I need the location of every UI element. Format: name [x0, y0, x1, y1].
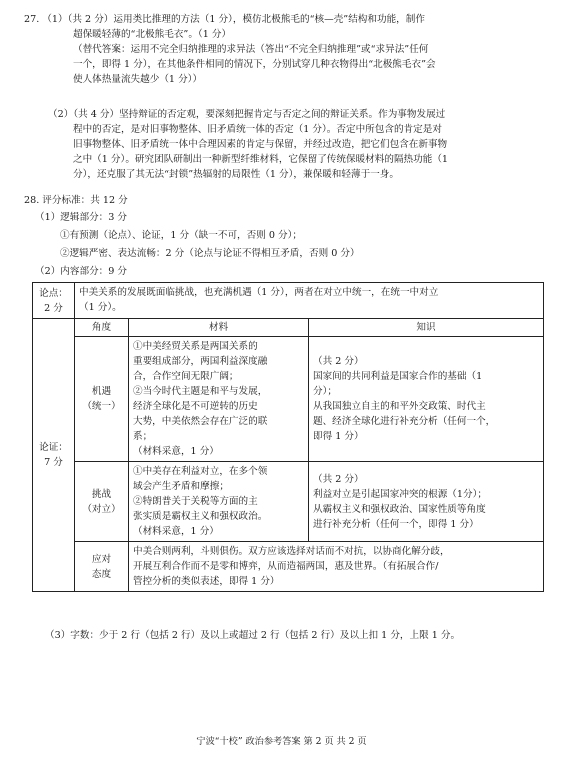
thesis-score: 2 分	[44, 302, 63, 314]
material-line: 域会产生矛盾和摩擦；	[133, 481, 229, 492]
q27-p1-line: （替代答案：运用不完全归纳推理的求异法（答出“不完全归纳推理”或“求异法”任何	[73, 44, 429, 55]
knowledge-line: （共 2 分）	[313, 473, 364, 485]
q28-logic-item: ①有预测（论点）、论证，1 分（缺一不可，否则 0 分）；	[60, 230, 303, 241]
angle-subtitle: （统一）	[82, 401, 121, 412]
angle-cell	[75, 462, 129, 542]
material-line: ②特朗普关于关税等方面的主	[133, 496, 258, 507]
q27-p2-line: 分），还克服了其无法“封锁”热辐射的局限性（1 分），兼保暖和轻薄于一身。	[73, 169, 399, 180]
knowledge-line: 即得 1 分）	[313, 431, 364, 442]
angle-cell	[75, 337, 129, 462]
header-knowledge: 知识	[309, 319, 544, 337]
q27-p1-line: 一个，即得 1 分），在其他条件相同的情况下，分别试穿几种衣物得出“北极熊毛衣”会	[73, 59, 436, 70]
q28-content-title: （2）内容部分：9 分	[35, 266, 128, 277]
header-angle: 角度	[75, 319, 129, 337]
thesis-text-cell	[75, 283, 544, 319]
attitude-text-line: 中美合则两利，斗则俱伤。双方应该选择对话而不对抗，以协商化解分歧，	[133, 546, 450, 557]
knowledge-line: 题、经济全球化进行补充分析（任何一个，	[313, 416, 496, 427]
angle-subtitle: （对立）	[82, 503, 121, 515]
material-cell	[129, 462, 309, 542]
q28-logic-title: （1）逻辑部分：3 分	[35, 212, 128, 223]
thesis-text-line: 中美关系的发展既面临挑战，也充满机遇（1 分），两者在对立中统一，在统一中对立	[79, 287, 439, 298]
argument-label-cell	[33, 319, 75, 592]
material-line: （材料采意，1 分）	[133, 526, 219, 537]
material-line: 重要组成部分，两国利益深度融	[133, 356, 268, 367]
thesis-label: 论点：	[39, 287, 68, 299]
thesis-label-cell	[33, 283, 75, 319]
attitude-row	[33, 542, 544, 592]
attitude-label: 态度	[91, 568, 112, 580]
header-row	[33, 319, 544, 337]
knowledge-line: 从霸权主义和强权政治、国家性质等角度	[313, 503, 486, 515]
material-line: ①中美经贸关系是两国关系的	[133, 341, 258, 352]
angle-title: 挑战	[91, 488, 112, 500]
q28-word-count: （3）字数：少于 2 行（包括 2 行）及以上或超过 2 行（包括 2 行）及以上扣 1 分，上限 1 分。	[45, 630, 461, 641]
q28-logic-item: ②逻辑严密、表达流畅：2 分（论点与论证不得相互矛盾，否则 0 分）	[60, 248, 360, 259]
attitude-text-line: 开展互利合作而不是零和博弈，从而造福两国，惠及世界。（有拓展合作/	[133, 561, 439, 572]
material-line: ②当今时代主题是和平与发展，	[133, 386, 268, 397]
header-material: 材料	[129, 319, 309, 337]
attitude-text-cell	[129, 542, 544, 592]
knowledge-line: 分）；	[313, 386, 337, 397]
q27-part2	[48, 107, 448, 182]
page-footer: 宁波“十校” 政治参考答案 第 2 页 共 2 页	[196, 736, 367, 747]
q27-p1-line: 使人体热量流失越少（1 分））	[73, 74, 203, 85]
material-line: 系；	[133, 431, 153, 442]
material-line: 张实质是霸权主义和强权政治。	[133, 511, 268, 522]
q28-title: 28. 评分标准：共 12 分	[24, 195, 128, 206]
attitude-label-cell	[75, 542, 129, 592]
angle-title: 机遇	[91, 386, 112, 397]
knowledge-line: 进行补充分析（任何一个，即得 1 分）	[313, 518, 479, 530]
material-cell	[129, 337, 309, 462]
material-line: 经济全球化是不可逆转的历史	[133, 401, 258, 412]
knowledge-line: 从我国独立自主的和平外交政策、时代主	[313, 401, 486, 412]
material-line: ①中美存在利益对立，在多个领	[133, 466, 268, 477]
attitude-label: 应对	[91, 553, 112, 565]
material-line: （材料采意，1 分）	[133, 446, 219, 457]
q27-p2-line: （2）（共 4 分）坚持辩证的否定观，要深刻把握肯定与否定之间的辩证关系。作为事物发展过	[48, 109, 446, 120]
knowledge-cell	[309, 337, 544, 462]
knowledge-line: 国家间的共同利益是国家合作的基础（1	[313, 371, 483, 382]
knowledge-cell	[309, 462, 544, 542]
argument-label: 论证：	[39, 442, 68, 453]
q27-p1-line: 27. （1）（共 2 分）运用类比推理的方法（1 分），模仿北极熊毛的“核—壳”结构和功能，制作	[24, 14, 425, 25]
attitude-text-line: 管控分析的类似表述，即得 1 分）	[133, 576, 280, 587]
thesis-text-line: （1 分）。	[79, 302, 122, 313]
challenge-row	[33, 462, 544, 542]
q27-p1-line: 超保暖轻薄的“北极熊毛衣”。（1 分）	[73, 29, 232, 40]
q27-p2-line: 程中的否定，是对旧事物整体、旧矛盾统一体的否定（1 分）。否定中所包含的肯定是对	[73, 124, 442, 135]
q27-p2-line: 之中（1 分）。研究团队研制出一种新型纤维材料，它保留了传统保暖材料的隔热功能（1	[73, 154, 449, 165]
material-line: 合，合作空间无限广阔；	[133, 371, 239, 382]
material-line: 大势，中美依然会存在广泛的联	[133, 416, 268, 427]
argument-score: 7 分	[44, 457, 63, 468]
q27-part1	[24, 12, 436, 87]
opportunity-row	[33, 337, 544, 462]
thesis-row	[33, 283, 544, 319]
knowledge-line: 利益对立是引起国家冲突的根源（1分）；	[313, 488, 487, 500]
knowledge-line: （共 2 分）	[313, 356, 364, 367]
q27-p2-line: 旧事物整体、旧矛盾统一体中合理因素的肯定与保留，并经过改造，把它们包含在新事物	[73, 139, 448, 150]
scoring-table	[32, 282, 544, 592]
